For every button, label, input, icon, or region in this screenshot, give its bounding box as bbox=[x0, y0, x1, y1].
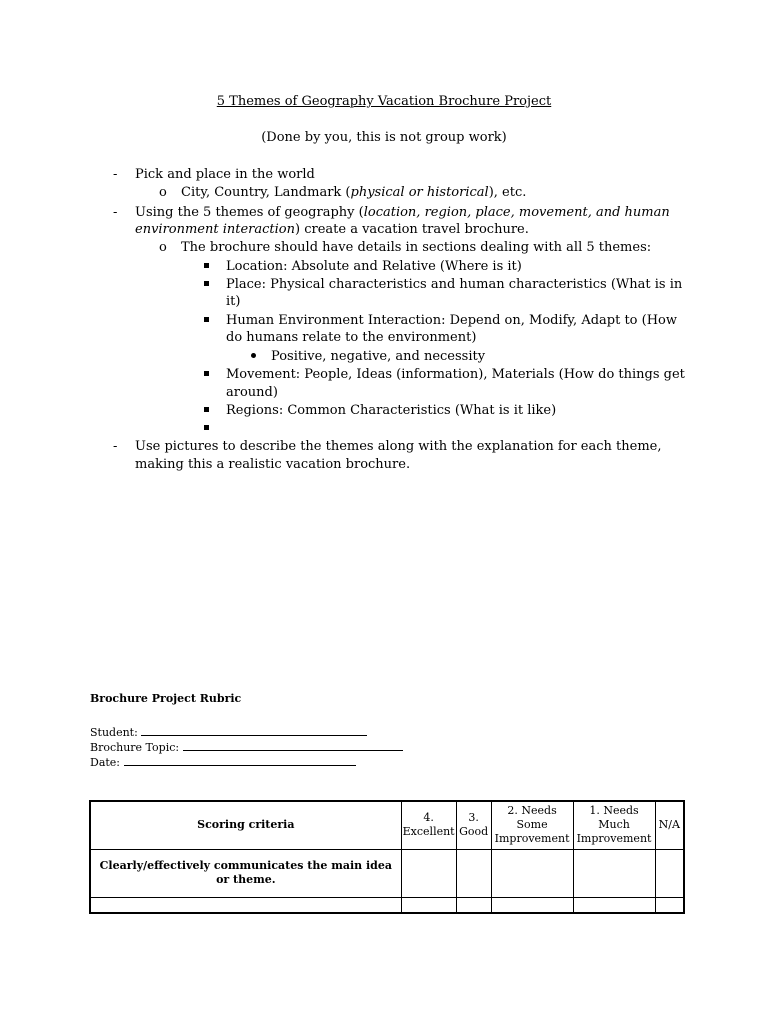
item-pictures-line2: making this a realistic vacation brochure. bbox=[135, 457, 411, 472]
header-good-label: Good bbox=[459, 825, 489, 839]
item-movement-line1: Movement: People, Ideas (information), Materials (How do things get bbox=[226, 367, 685, 382]
square-marker-empty bbox=[204, 425, 209, 430]
header-excellent-label: Excellent bbox=[402, 825, 455, 839]
dash-marker: - bbox=[113, 167, 118, 182]
table-row-empty bbox=[90, 897, 684, 913]
item-using-themes-line1 bbox=[135, 204, 670, 221]
square-marker bbox=[204, 407, 209, 412]
rubric-table bbox=[89, 800, 685, 914]
header-needs-some-2: Improvement bbox=[494, 832, 570, 846]
item-city-country bbox=[181, 184, 526, 201]
student-label: Student: bbox=[90, 726, 138, 739]
dash-marker: - bbox=[113, 205, 118, 220]
topic-blank[interactable] bbox=[183, 740, 403, 751]
item-pictures-line1: Use pictures to describe the themes along with the explanation for each theme, bbox=[135, 439, 662, 454]
item-location: Location: Absolute and Relative (Where is it) bbox=[226, 259, 522, 274]
circle-marker: o bbox=[159, 240, 167, 255]
empty-cell[interactable] bbox=[655, 897, 684, 913]
circle-marker: o bbox=[159, 185, 167, 200]
empty-cell[interactable] bbox=[456, 897, 491, 913]
score-cell-needs-some[interactable] bbox=[491, 849, 573, 897]
header-good bbox=[456, 801, 491, 849]
square-marker bbox=[204, 281, 209, 286]
using-prefix: Using the 5 themes of geography ( bbox=[135, 205, 364, 220]
empty-cell[interactable] bbox=[90, 897, 401, 913]
header-good-num: 3. bbox=[468, 811, 479, 825]
date-label: Date: bbox=[90, 756, 121, 769]
item-hei-line1: Human Environment Interaction: Depend on, Modify, Adapt to (How bbox=[226, 313, 678, 328]
score-cell-excellent[interactable] bbox=[401, 849, 456, 897]
item-movement-line2: around) bbox=[226, 385, 278, 400]
city-italic: physical or historical bbox=[350, 185, 489, 200]
using-italic-1: location, region, place, movement, and human bbox=[363, 205, 670, 220]
table-row bbox=[90, 849, 684, 897]
item-pick-place: Pick and place in the world bbox=[135, 167, 315, 182]
square-marker bbox=[204, 263, 209, 268]
score-cell-na[interactable] bbox=[655, 849, 684, 897]
item-place-line1: Place: Physical characteristics and human characteristics (What is in bbox=[226, 277, 683, 292]
item-using-themes-line2 bbox=[135, 221, 529, 238]
item-regions: Regions: Common Characteristics (What is it like) bbox=[226, 403, 557, 418]
topic-field bbox=[90, 740, 403, 755]
item-place-line2: it) bbox=[226, 294, 241, 309]
square-marker bbox=[204, 371, 209, 376]
dash-marker: - bbox=[113, 439, 118, 454]
empty-cell[interactable] bbox=[491, 897, 573, 913]
header-needs-some-1: 2. Needs Some bbox=[507, 804, 557, 832]
city-prefix: City, Country, Landmark ( bbox=[181, 185, 351, 200]
student-field bbox=[90, 725, 367, 740]
document-subtitle: (Done by you, this is not group work) bbox=[261, 130, 507, 145]
square-marker bbox=[204, 317, 209, 322]
empty-cell[interactable] bbox=[573, 897, 655, 913]
date-field bbox=[90, 755, 356, 770]
header-needs-much-2: Improvement bbox=[576, 832, 652, 846]
date-blank[interactable] bbox=[124, 755, 356, 766]
dot-marker bbox=[251, 353, 256, 358]
city-suffix: ), etc. bbox=[488, 185, 527, 200]
header-needs-some bbox=[491, 801, 573, 849]
rubric-title: Brochure Project Rubric bbox=[90, 692, 242, 705]
topic-label: Brochure Topic: bbox=[90, 741, 180, 754]
header-excellent bbox=[401, 801, 456, 849]
empty-cell[interactable] bbox=[401, 897, 456, 913]
row-criteria: Clearly/effectively communicates the main idea or theme. bbox=[90, 849, 401, 897]
item-positive: Positive, negative, and necessity bbox=[271, 349, 486, 364]
table-header-row bbox=[90, 801, 684, 849]
using-italic-2: environment interaction bbox=[135, 222, 296, 237]
student-blank[interactable] bbox=[141, 725, 367, 736]
document-title: 5 Themes of Geography Vacation Brochure Project bbox=[216, 94, 552, 109]
header-needs-much bbox=[573, 801, 655, 849]
item-hei-line2: do humans relate to the environment) bbox=[226, 330, 477, 345]
header-needs-much-1: 1. Needs Much bbox=[589, 804, 639, 832]
header-scoring-criteria: Scoring criteria bbox=[90, 801, 401, 849]
header-na: N/A bbox=[655, 801, 684, 849]
item-brochure-details: The brochure should have details in sections dealing with all 5 themes: bbox=[181, 240, 652, 255]
score-cell-good[interactable] bbox=[456, 849, 491, 897]
using-suffix: ) create a vacation travel brochure. bbox=[295, 222, 529, 237]
score-cell-needs-much[interactable] bbox=[573, 849, 655, 897]
header-excellent-num: 4. bbox=[423, 811, 434, 825]
